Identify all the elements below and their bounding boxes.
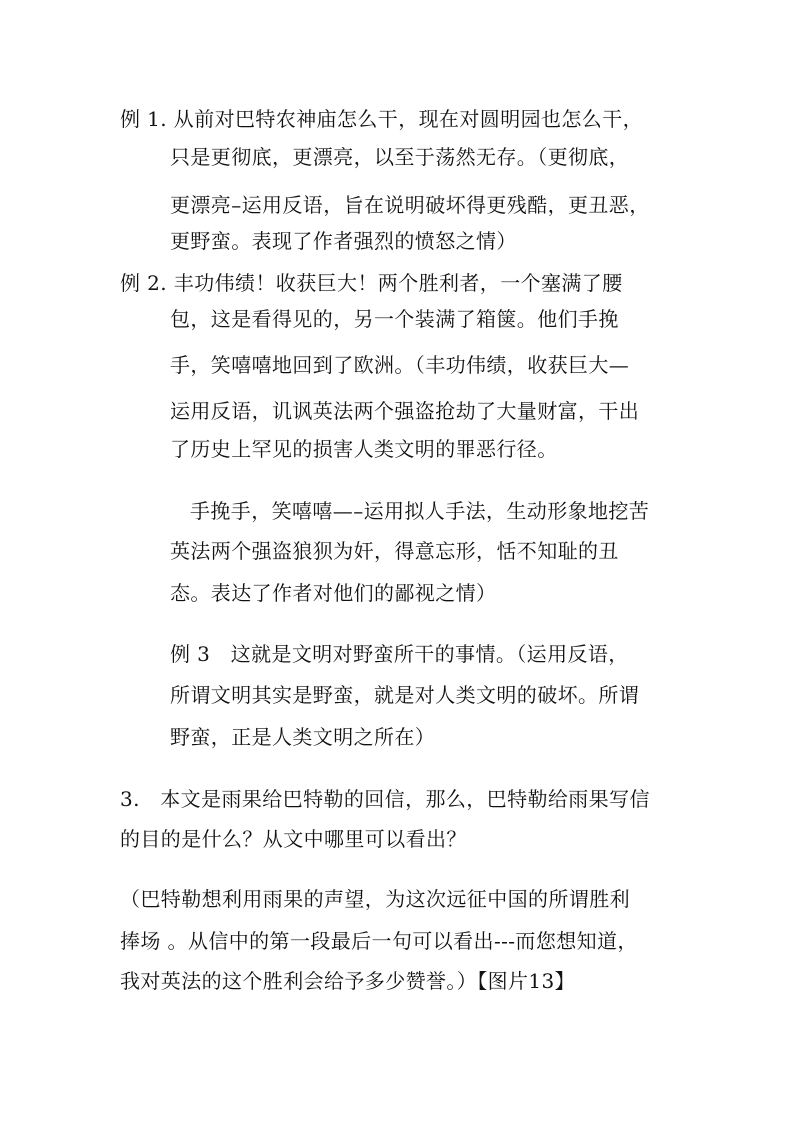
text-line: 英法两个强盗狼狈为奸，得意忘形，恬不知耻的丑: [170, 539, 619, 563]
text-line: 的目的是什么？从文中哪里可以看出？: [120, 827, 467, 851]
text-line: 所谓文明其实是野蛮，就是对人类文明的破坏。所谓: [170, 683, 640, 707]
text-line: 野蛮，正是人类文明之所在）: [170, 725, 436, 749]
text-line: 了历史上罕见的损害人类文明的罪恶行径。: [170, 437, 558, 461]
text-line: 只是更彻底，更漂亮，以至于荡然无存。（更彻底，: [170, 145, 630, 169]
text-line: 包，这是看得见的，另一个装满了箱箧。他们手挽: [170, 307, 619, 331]
text-line: 3. 本文是雨果给巴特勒的回信，那么，巴特勒给雨果写信: [120, 787, 650, 811]
text-line: 运用反语，讥讽英法两个强盗抢劫了大量财富，干出: [170, 399, 640, 423]
text-line: 态。表达了作者对他们的鄙视之情）: [170, 581, 497, 605]
text-line: 手挽手，笑嘻嘻—–运用拟人手法，生动形象地挖苦: [190, 499, 650, 523]
text-line: 捧场 。从信中的第一段最后一句可以看出---而您想知道，: [120, 929, 638, 953]
text-line: 例 3 这就是文明对野蛮所干的事情。（运用反语，: [170, 642, 629, 666]
text-line: 例 1. 从前对巴特农神庙怎么干，现在对圆明园也怎么干，: [120, 107, 643, 131]
text-line: 更漂亮–运用反语，旨在说明破坏得更残酷，更丑恶，: [170, 193, 650, 217]
text-line: 更野蛮。表现了作者强烈的愤怒之情）: [170, 229, 517, 253]
text-line: （巴特勒想利用雨果的声望，为这次远征中国的所谓胜利: [120, 887, 630, 911]
text-line: 我对英法的这个胜利会给予多少赞誉。）【图片13】: [120, 969, 576, 993]
text-line: 手，笑嘻嘻地回到了欧洲。（丰功伟绩，收获巨大—: [170, 353, 630, 377]
text-line: 例 2. 丰功伟绩！收获巨大！两个胜利者，一个塞满了腰: [120, 271, 623, 295]
